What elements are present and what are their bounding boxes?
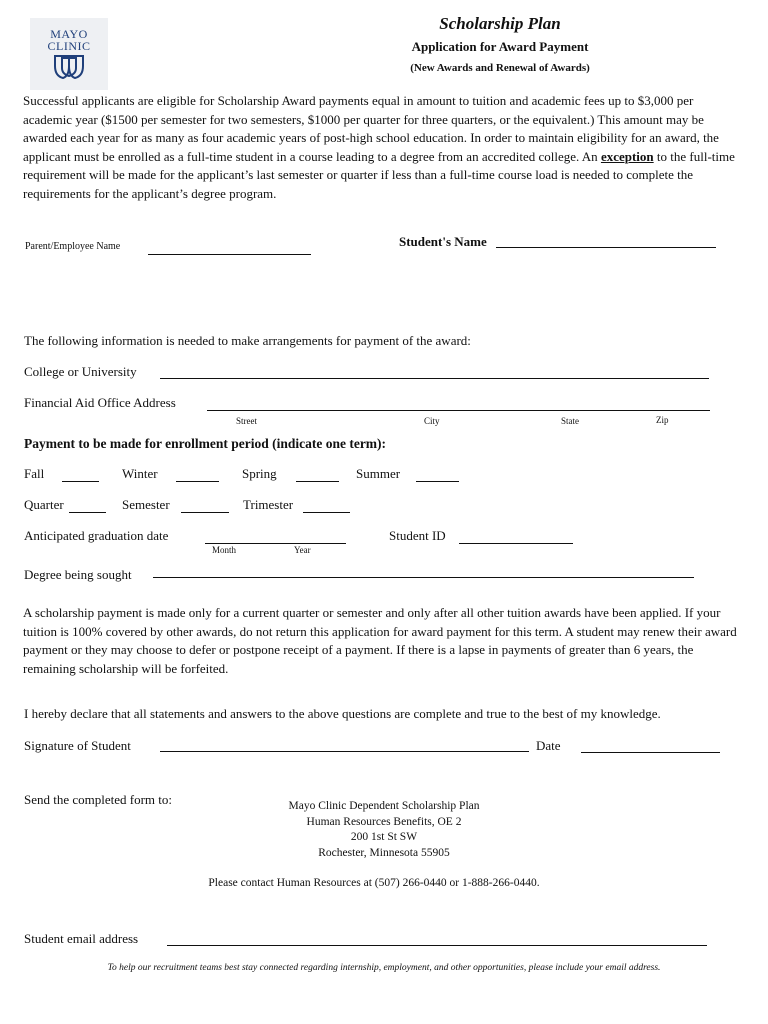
date-field[interactable] (581, 752, 720, 753)
spring-label: Spring (242, 466, 277, 481)
intro-paragraph (23, 92, 745, 203)
send-label: Send the completed form to: (24, 792, 173, 807)
student-name-field[interactable] (496, 247, 716, 248)
address-line: Rochester, Minnesota 55905 (318, 846, 450, 859)
winter-label: Winter (122, 466, 158, 481)
state-caption: State (561, 416, 579, 426)
quarter-label: Quarter (24, 497, 64, 512)
address-line: Human Resources Benefits, OE 2 (306, 815, 462, 828)
college-field[interactable] (160, 378, 709, 379)
street-caption: Street (236, 416, 257, 426)
exception-emphasis: exception (600, 148, 654, 164)
semester-label: Semester (122, 497, 170, 512)
fall-field[interactable] (62, 481, 99, 482)
mailing-address (234, 799, 534, 861)
college-label: College or University (24, 364, 137, 379)
contact-text: Please contact Human Resources at (507) 266-0440 or 1-888-266-0440. (208, 877, 540, 889)
summer-field[interactable] (416, 481, 459, 482)
spring-field[interactable] (296, 481, 339, 482)
logo-text-line1: MAYO (50, 27, 88, 41)
shield-logo-icon (52, 54, 86, 80)
parent-name-label: Parent/Employee Name (25, 241, 121, 252)
address-line: 200 1st St SW (350, 831, 418, 844)
parent-name-field[interactable] (148, 254, 311, 255)
semester-field[interactable] (181, 512, 229, 513)
degree-label: Degree being sought (24, 567, 132, 582)
intro-text-after: to the full-time requirement will be made for the applicant’s last semester or quarter if less than a full-time course load is needed to complete the requirements for the applicant’s degree program. (23, 148, 735, 201)
student-id-label: Student ID (389, 528, 446, 543)
declaration-text: I hereby declare that all statements and answers to the above questions are complete and true to the best of my knowledge. (24, 706, 661, 721)
student-id-field[interactable] (459, 543, 573, 544)
degree-field[interactable] (153, 577, 694, 578)
trimester-field[interactable] (303, 512, 350, 513)
logo-text-line2: CLINIC (47, 39, 91, 53)
address-line: Mayo Clinic Dependent Scholarship Plan (288, 800, 480, 812)
policy-paragraph: A scholarship payment is made only for a current quarter or semester and only after all other tuition awards have been applied. If your tuition is 100% covered by other awards, do not return this application for award payment for this term. A student may renew their award payment or they may choose to defer or postpone receipt of a payment. If there is a lapse in payments of greater than 6 years, the remaining scholarship will be forfeited. (23, 605, 737, 676)
grad-date-field[interactable] (205, 543, 346, 544)
aid-office-field[interactable] (207, 410, 710, 411)
form-subtitle-awards: (New Awards and Renewal of Awards) (410, 62, 590, 74)
email-note: To help our recruitment teams best stay connected regarding internship, employment, and other opportunities, please include your email address. (107, 963, 661, 973)
winter-field[interactable] (176, 481, 219, 482)
intro-text: Successful applicants are eligible for Scholarship Award payments equal in amount to tuition and academic fees up to $3,000 per academic year ($1500 per semester for two semesters, $1000 per quarter for three quarters, or the equivalent.) This amount may be awarded each year for as many as four academic years of post-high school education. In order to maintain eligibility for an award, the applicant must be enrolled as a full-time student in a course leading to a degree from an accredited college. An (23, 93, 719, 164)
fall-label: Fall (24, 466, 45, 481)
grad-date-label: Anticipated graduation date (24, 528, 169, 543)
email-field[interactable] (167, 945, 707, 946)
payment-heading: Payment to be made for enrollment period (indicate one term): (24, 436, 387, 451)
form-subtitle: Application for Award Payment (411, 39, 589, 54)
signature-label: Signature of Student (24, 738, 131, 753)
info-needed-text: The following information is needed to make arrangements for payment of the award: (24, 333, 471, 348)
mayo-clinic-logo (30, 18, 108, 90)
zip-caption: Zip (656, 415, 669, 425)
trimester-label: Trimester (243, 497, 294, 512)
city-caption: City (424, 416, 440, 426)
date-label: Date (536, 738, 561, 753)
month-caption: Month (212, 545, 237, 555)
student-name-label: Student's Name (399, 234, 487, 249)
quarter-field[interactable] (69, 512, 106, 513)
signature-field[interactable] (160, 751, 529, 752)
aid-office-label: Financial Aid Office Address (24, 395, 176, 410)
year-caption: Year (294, 545, 311, 555)
form-title: Scholarship Plan (439, 14, 561, 33)
summer-label: Summer (356, 466, 401, 481)
email-label: Student email address (24, 931, 139, 946)
